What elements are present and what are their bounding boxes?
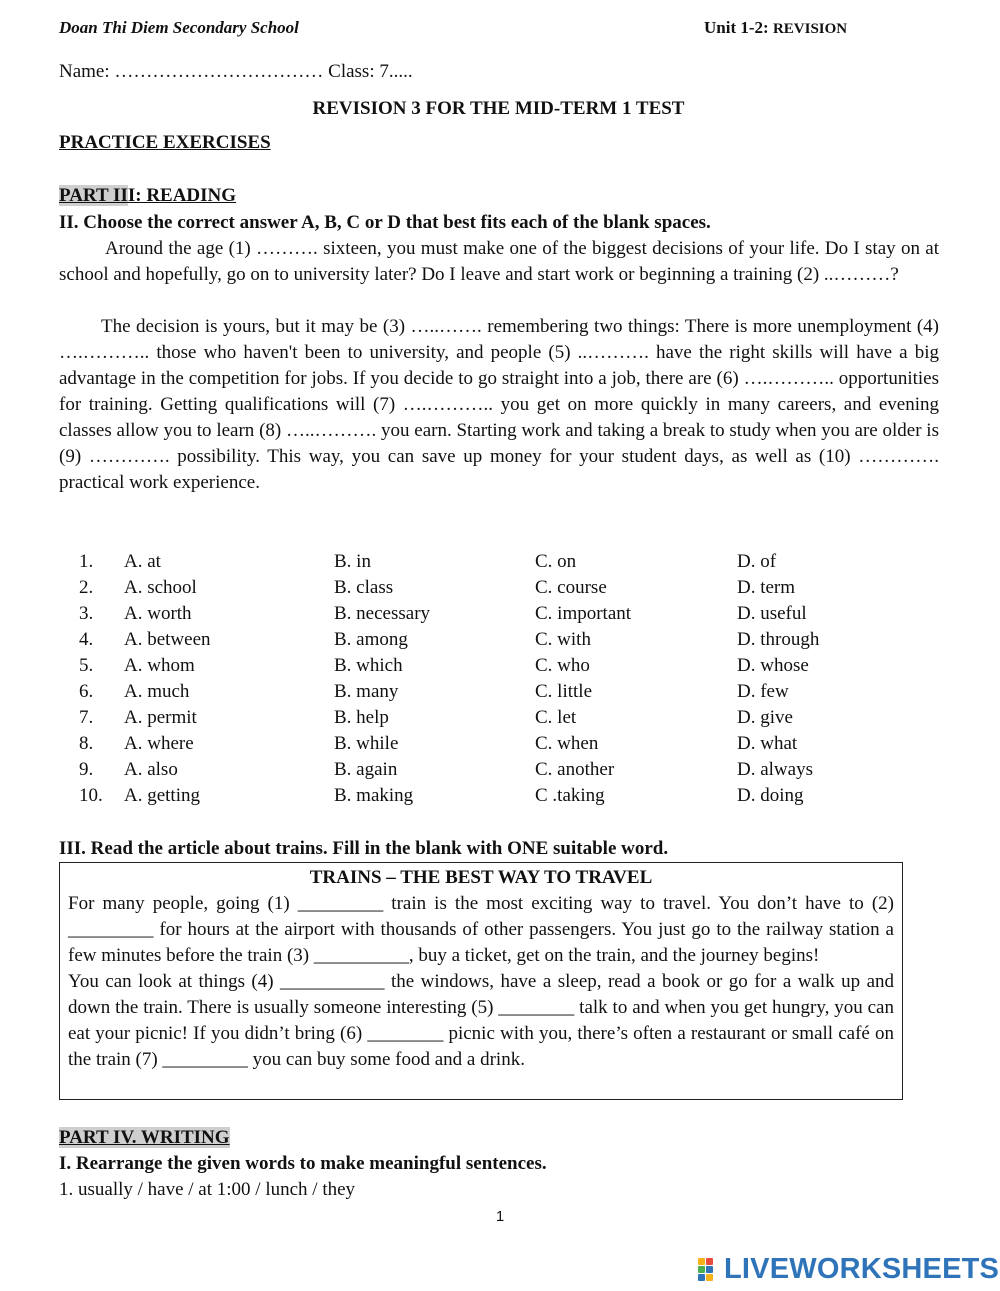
question-row: [59, 601, 939, 627]
option-a: A. worth: [124, 603, 192, 624]
question-number: 6.: [79, 681, 94, 702]
reading-passage-p1: Around the age (1) ………. sixteen, you must make one of the biggest decisions of your life. Do I stay on at school and hopefully, go on to university later? Do I leave and start work or beginning a training (2) ..………?: [59, 238, 939, 285]
article-body: [68, 891, 894, 1073]
option-d: D. term: [737, 577, 796, 598]
option-b: B. help: [334, 707, 389, 728]
school-name: Doan Thi Diem Secondary School: [59, 18, 299, 37]
option-b: B. again: [334, 759, 398, 780]
option-d: D. give: [737, 707, 793, 728]
page-title: REVISION 3 FOR THE MID-TERM 1 TEST: [312, 98, 685, 119]
option-c: C. another: [535, 759, 615, 780]
option-b: B. which: [334, 655, 403, 676]
question-number: 5.: [79, 655, 94, 676]
part3-heading: [59, 183, 236, 209]
question-number: 8.: [79, 733, 94, 754]
option-d: D. what: [737, 733, 798, 754]
question-number: 2.: [79, 577, 94, 598]
option-d: D. useful: [737, 603, 807, 624]
section3-title: III. Read the article about trains. Fill in the blank with ONE suitable word.: [59, 838, 669, 859]
option-a: A. at: [124, 551, 161, 572]
question-number: 9.: [79, 759, 94, 780]
unit-label: [704, 18, 847, 38]
part4-section1-title: I. Rearrange the given words to make meaningful sentences.: [59, 1153, 547, 1174]
option-b: B. class: [334, 577, 394, 598]
option-a: A. permit: [124, 707, 197, 728]
question-number: 3.: [79, 603, 94, 624]
option-c: C. on: [535, 551, 577, 572]
unit-label-suffix: REVISION: [772, 21, 848, 37]
option-a: A. getting: [124, 785, 200, 806]
question-number: 4.: [79, 629, 94, 650]
part3-heading-rest: I: READING: [127, 185, 237, 206]
option-c: C. little: [535, 681, 592, 702]
option-d: D. through: [737, 629, 820, 650]
question-row: [59, 731, 939, 757]
option-c: C. course: [535, 577, 607, 598]
option-c: C. when: [535, 733, 599, 754]
option-b: B. in: [334, 551, 371, 572]
article-paragraph-1: For many people, going (1) _________ train is the most exciting way to travel. You don’t have to (2) _________ for hours at the airport with thousands of other passengers. You just go to the railway station a few minutes before the train (3) __________, buy a ticket, get on the train, and the journey begins!: [68, 893, 894, 966]
liveworksheets-logo: [698, 1252, 999, 1286]
name-class-line: Name: …………………………… Class: 7.....: [59, 61, 413, 82]
option-c: C. let: [535, 707, 577, 728]
part3-heading-highlight: PART II: [59, 185, 128, 206]
practice-heading: PRACTICE EXERCISES: [59, 132, 271, 153]
option-b: B. making: [334, 785, 414, 806]
question-row: [59, 549, 939, 575]
section2-title: II. Choose the correct answer A, B, C or D that best fits each of the blank spaces.: [59, 212, 711, 233]
reading-passage-p2: The decision is yours, but it may be (3) …..……. remembering two things: There is more unemployment (4) ….……….. those who haven't been to university, and people (5) ..………. have the right skills will have a big advantage in the competition for jobs. If you decide to go straight into a job, there are (6) ….……….. opportunities for training. Getting qualifications will (7) ….……….. you get on more quickly in many careers, and evening classes allow you to learn (8) …..………. you earn. Starting work and taking a break to study when you are older is (9) …………. possibility. This way, you can save up money for your student days, as well as (10) …………. practical work experience.: [59, 316, 939, 493]
rearrange-item-1: 1. usually / have / at 1:00 / lunch / they: [59, 1179, 356, 1200]
option-b: B. necessary: [334, 603, 431, 624]
question-row: [59, 783, 939, 809]
option-c: C .taking: [535, 785, 605, 806]
option-d: D. doing: [737, 785, 804, 806]
option-a: A. much: [124, 681, 190, 702]
question-row: [59, 653, 939, 679]
option-a: A. school: [124, 577, 197, 598]
option-d: D. always: [737, 759, 813, 780]
page-number: 1: [495, 1208, 505, 1225]
option-d: D. few: [737, 681, 789, 702]
part4-heading-text: PART IV. WRITING: [59, 1127, 230, 1148]
question-number: 1.: [79, 551, 94, 572]
option-d: D. whose: [737, 655, 809, 676]
logo-blocks-icon: [698, 1254, 722, 1284]
article-title: TRAINS – THE BEST WAY TO TRAVEL: [309, 867, 653, 888]
part4-heading: [59, 1125, 230, 1151]
option-c: C. with: [535, 629, 591, 650]
option-b: B. while: [334, 733, 399, 754]
unit-label-prefix: Unit 1-2:: [704, 18, 773, 37]
question-row: [59, 575, 939, 601]
option-b: B. among: [334, 629, 408, 650]
option-d: D. of: [737, 551, 777, 572]
question-row: [59, 679, 939, 705]
question-row: [59, 705, 939, 731]
option-a: A. where: [124, 733, 194, 754]
option-a: A. whom: [124, 655, 195, 676]
option-b: B. many: [334, 681, 399, 702]
question-number: 10.: [79, 785, 103, 806]
question-number: 7.: [79, 707, 94, 728]
question-row: [59, 627, 939, 653]
logo-text: LIVEWORKSHEETS: [724, 1252, 1000, 1285]
option-a: A. also: [124, 759, 178, 780]
question-row: [59, 757, 939, 783]
option-c: C. who: [535, 655, 590, 676]
option-c: C. important: [535, 603, 632, 624]
article-paragraph-2: You can look at things (4) ___________ the windows, have a sleep, read a book or go for a walk up and down the train. There is usually someone interesting (5) ________ talk to and when you get hungry, you can eat your picnic! If you didn’t bring (6) ________ picnic with you, there’s often a restaurant or small café on the train (7) _________ you can buy some food and a drink.: [68, 971, 894, 1070]
trains-article-box: [59, 862, 903, 1100]
option-a: A. between: [124, 629, 211, 650]
